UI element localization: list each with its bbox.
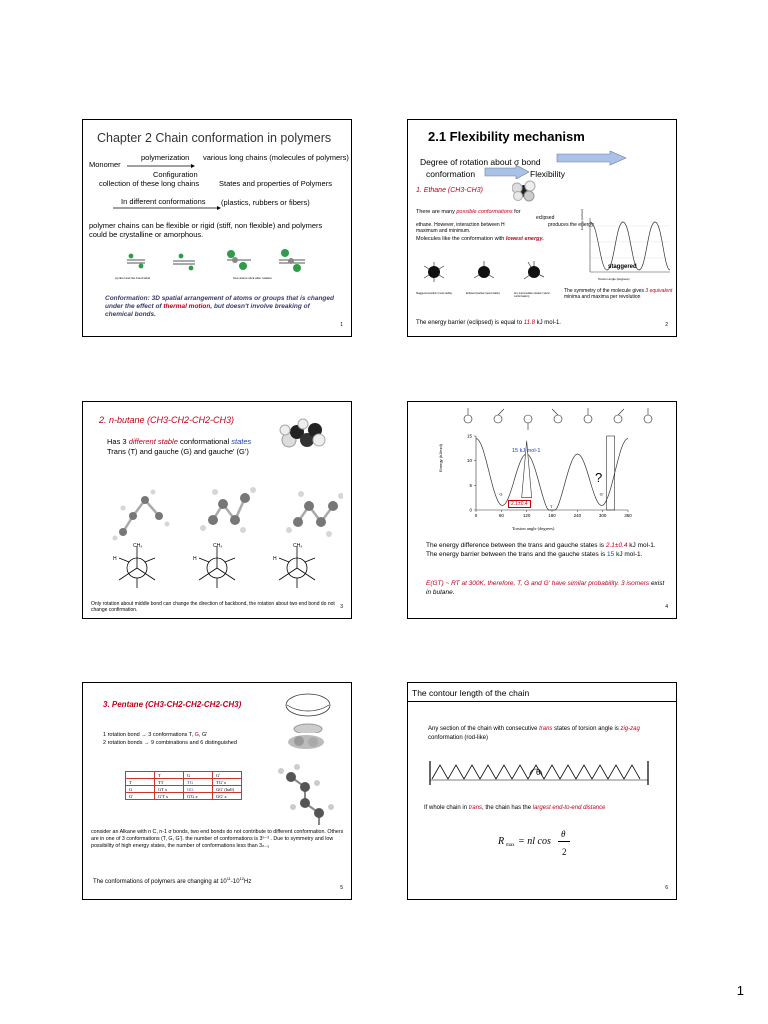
trans-gauche-text: Trans (T) and gauche (G) and gauche' (G') — [107, 447, 249, 456]
changing-frequency-text: The conformations of polymers are changing at $10^{11}-10^{12}Hz$ — [93, 876, 252, 885]
slide-6-title: The contour length of the chain — [412, 688, 530, 698]
x-tick-label: 300 — [598, 513, 607, 518]
figure-label-a: symbol and the bond label — [115, 276, 151, 280]
table-cell: TT — [155, 779, 184, 786]
newman-caption-1: Staggered position (most stable) — [416, 292, 452, 295]
gauche-label: G — [499, 491, 503, 497]
butane-plot-y-label: Energy (kJ/mol) — [438, 443, 443, 472]
conformations-arrow — [113, 206, 221, 210]
ethane-heading: 1. Ethane (CH3-CH3) — [416, 187, 483, 194]
y-tick-label: 0 — [469, 507, 472, 513]
butane-energy-plot — [458, 428, 638, 518]
slide-6 — [407, 682, 677, 900]
polymerization-label: polymerization — [141, 153, 190, 162]
table-cell: G'T x — [155, 793, 184, 800]
unknown-barrier-box — [607, 436, 615, 510]
pentane-sketch — [279, 689, 337, 733]
slide-1-number: 1 — [340, 322, 343, 328]
butane-plot-x-label: Torsion angle (degrees) — [512, 526, 555, 531]
stable-states-text: Has 3 different stable conformational states — [107, 437, 252, 446]
ethane-plot-y-label: Energy (kJ/mol) — [580, 208, 584, 230]
energy-curve — [476, 439, 628, 511]
energy-diff-box: 2.1±0.4 — [508, 500, 531, 508]
table-cell: T — [126, 779, 155, 786]
energy-barrier-text: The energy barrier (eclipsed) is equal to 11.8 kJ mol-1. — [416, 320, 561, 326]
butane-energy-plot-svg — [458, 428, 638, 518]
theta-label: θ — [536, 768, 541, 777]
conformation-arrow — [484, 165, 530, 179]
table-cell: GG — [184, 786, 213, 793]
y-tick-label: 5 — [469, 482, 472, 488]
plastics-label: (plastics, rubbers or fibers) — [221, 198, 310, 207]
lowest-energy-text: Molecules like the conformation with lowest energy. — [416, 236, 544, 242]
flexibility-label: Flexibility — [530, 169, 565, 179]
two-rotation-text: 2 rotation bonds → 9 combinations and 6 distinguished — [103, 740, 237, 746]
barrier-label: 15 kJ mol-1 — [512, 448, 541, 454]
x-tick-label: 120 — [522, 513, 531, 518]
configuration-label: Configuration — [153, 170, 198, 179]
table-cell: TG' x — [213, 779, 242, 786]
y-tick-label: 15 — [466, 433, 472, 439]
alkane-conformations-text: consider an Alkane with n C, n-1 σ bonds, two end bonds do not contribute to different conformation. Others are in one of 3 conformations (T, G, G'). the number of conformations is 3ⁿ⁻³ . Due to symmetry and low possibility of high energy states, the number of conformations less than 3ₙ₋₃ — [91, 829, 344, 849]
long-chains-label: various long chains (molecules of polymers) — [203, 153, 349, 162]
flexible-text: polymer chains can be flexible or rigid (stiff, non flexible) and polymers could be crystalline or amorphous. — [89, 221, 323, 239]
ethane-model-image — [512, 180, 536, 202]
gauche-prime-label: G' — [599, 491, 604, 497]
monomer-label: Monomer — [89, 160, 121, 169]
symmetry-text: The symmetry of the molecule gives 3 equivalent minima and maxima per revolution — [564, 288, 673, 300]
newman-h-1: H — [113, 556, 117, 562]
table-cell: G' — [126, 793, 155, 800]
slide-2 — [407, 119, 677, 337]
slide-1 — [82, 119, 352, 337]
states-label: States and properties of Polymers — [219, 179, 332, 188]
table-cell: TG — [184, 779, 213, 786]
slide-6-number: 6 — [665, 885, 668, 891]
slide-2-title: 2.1 Flexibility mechanism — [428, 129, 585, 144]
newman-caption-2: Eclipsed position (least stable) — [466, 292, 500, 295]
conformation-label: conformation — [426, 169, 476, 179]
x-tick-label: 360 — [624, 513, 632, 518]
produces-label: produces the energy — [548, 222, 594, 228]
newman-h-3: H — [273, 556, 277, 562]
zigzag-chain — [426, 755, 666, 789]
degree-label: Degree of rotation about σ bond — [420, 157, 541, 167]
one-rotation-text: 1 rotation bond → 3 conformations T, G, G' — [103, 732, 208, 738]
slide-5 — [82, 682, 352, 900]
table-cell: G'G x — [184, 793, 213, 800]
table-cell: GG' x — [213, 793, 242, 800]
degree-arrow — [556, 150, 628, 166]
slide-4-number: 4 — [665, 604, 668, 610]
newman-ch3-top-3: CH₃ — [293, 543, 303, 549]
ethane-line: ethane. However, interaction between H — [416, 222, 505, 228]
x-tick-label: 0 — [474, 513, 478, 518]
newman-caption-3: Any intermediate rotation ('skew' conformation) — [514, 292, 550, 298]
table-cell: G — [184, 772, 213, 779]
slide-2-number: 2 — [665, 322, 668, 328]
table-cell — [126, 772, 155, 779]
collection-label: collection of these long chains — [99, 179, 200, 188]
conformation-table — [125, 771, 242, 800]
zigzag-text: Any section of the chain with consecutive trans states of torsion angle is zig-zag conformation (rod-like) — [428, 726, 640, 741]
different-conformations-label: In different conformations — [121, 197, 206, 206]
rmax-formula: R max = nl cos θ 2 — [498, 829, 594, 859]
maxmin-label: maximum and minimum. — [416, 228, 471, 234]
slide-5-title: 3. Pentane (CH3-CH2-CH2-CH2-CH3) — [103, 700, 242, 709]
x-tick-label: 180 — [548, 513, 556, 518]
middle-bond-note: Only rotation about middle bond can change the direction of backbond, the rotation about two end bond do not change confirmation. — [91, 601, 335, 613]
table-cell: G — [126, 786, 155, 793]
table-cell: GT x — [155, 786, 184, 793]
y-tick-label: 10 — [466, 458, 472, 464]
slide-3 — [82, 401, 352, 619]
ethane-energy-plot — [580, 212, 672, 284]
table-cell: G' — [213, 772, 242, 779]
many-conformations: There are many possible conformations for — [416, 209, 521, 215]
newman-h-2: H — [193, 556, 197, 562]
pentane-ball-stick — [277, 763, 337, 829]
similar-probability-text: E(GT) ~ RT at 300K, therefore, T, G and G' have similar probability. 3 isomers exist in butane. — [426, 580, 665, 596]
trans-label: T — [550, 504, 553, 509]
table-cell: GG' (hall) — [213, 786, 242, 793]
energy-difference-text: The energy difference between the trans and gauche states is 2.1±0.4 kJ mol-1. The energy barrier between the trans and the gauche states is 15 kJ mol-1. — [426, 542, 656, 558]
polymerization-arrow — [127, 164, 195, 168]
question-mark: ? — [595, 470, 603, 485]
newman-ch3-top-1: CH₃ — [133, 543, 143, 549]
slide-4 — [407, 401, 677, 619]
eclipsed-label: eclipsed — [536, 215, 555, 221]
page-number: 1 — [736, 983, 744, 998]
table-cell: T — [155, 772, 184, 779]
ethane-plot-x-label: Torsion angle (degrees) — [598, 277, 630, 281]
butane-model-image — [277, 418, 327, 452]
x-tick-label: 240 — [573, 513, 582, 518]
conformation-definition: Conformation: 3D spatial arrangement of atoms or groups that is changed under the effect of thermal motion, but doesn't involve breaking of chemical bonds. — [105, 295, 334, 318]
newman-ch3-top-2: CH₃ — [213, 543, 223, 549]
pentane-model-top — [285, 733, 327, 751]
slide-5-number: 5 — [340, 885, 343, 891]
slide-3-number: 3 — [340, 604, 343, 610]
figure-label-b: how atoms stick after rotation — [233, 276, 273, 280]
slide-3-title: 2. n-butane (CH3-CH2-CH2-CH3) — [99, 415, 235, 425]
whole-chain-text: If whole chain in trans, the chain has the largest end-to-end distance — [424, 805, 606, 811]
slide-1-title: Chapter 2 Chain conformation in polymers — [97, 131, 332, 145]
x-tick-label: 60 — [498, 513, 504, 518]
staggered-label: staggered — [608, 264, 637, 270]
